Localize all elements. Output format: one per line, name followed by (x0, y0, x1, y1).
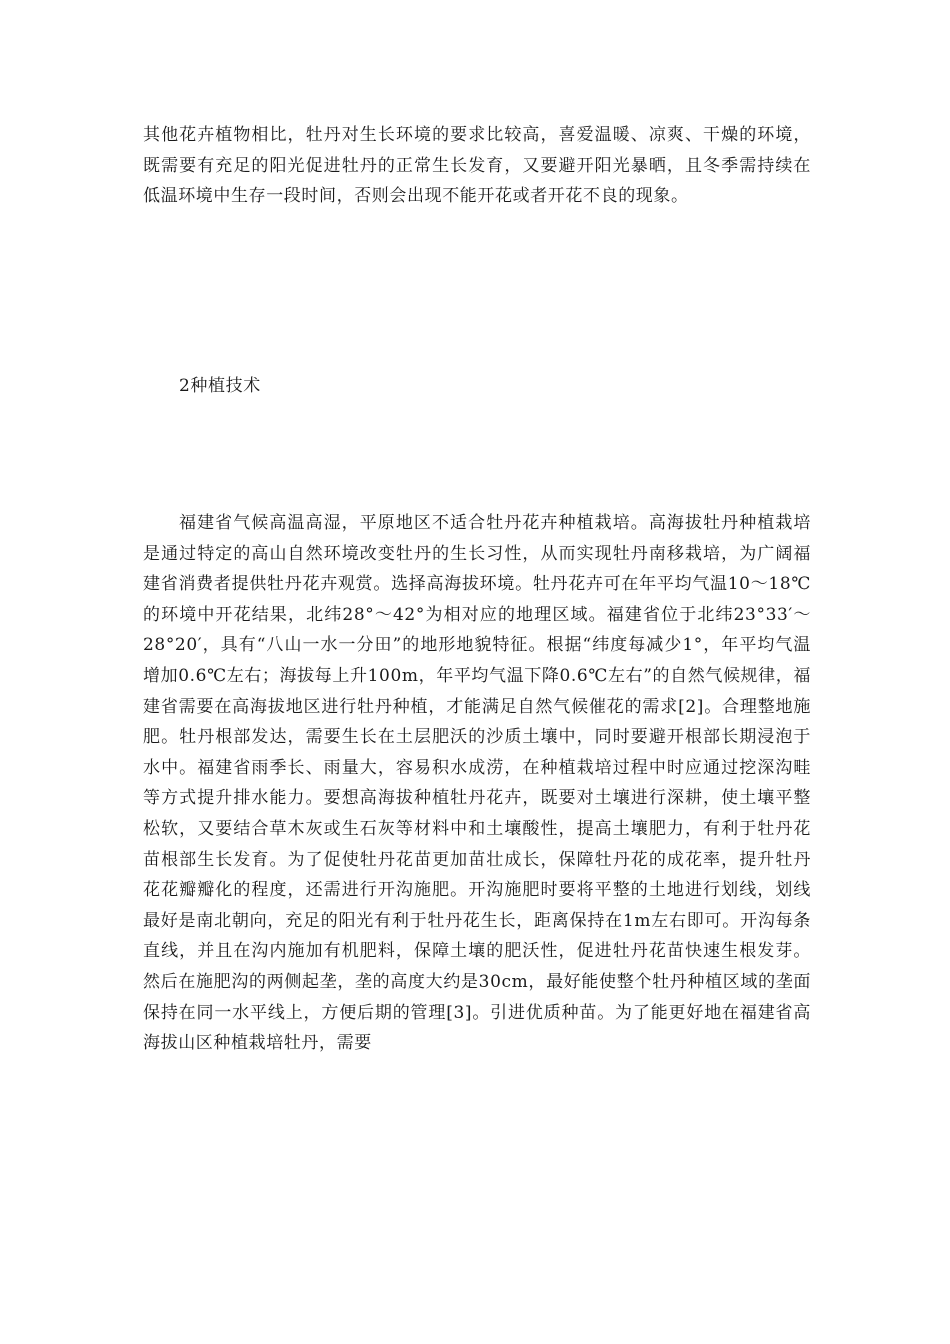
section-heading: 2种植技术 (179, 376, 261, 396)
body-paragraph-intro: 其他花卉植物相比，牡丹对生长环境的要求比较高，喜爱温暖、凉爽、干燥的环境，既需要有充足的阳光促进牡丹的正常生长发育，又要避开阳光暴晒，且冬季需持续在低温环境中生存一段时间，否则会出现不能开花或者开花不良的现象。 (143, 125, 811, 207)
body-paragraph-planting: 福建省气候高温高湿，平原地区不适合牡丹花卉种植栽培。高海拔牡丹种植栽培是通过特定的高山自然环境改变牡丹的生长习性，从而实现牡丹南移栽培，为广阔福建省消费者提供牡丹花卉观赏。选择高海拔环境。牡丹花卉可在年平均气温10～18℃的环境中开花结果，北纬28°～42°为相对应的地理区域。福建省位于北纬23°33′～28°20′，具有“八山一水一分田”的地形地貌特征。根据“纬度每减少1°，年平均气温增加0.6℃左右；海拔每上升100m，年平均气温下降0.6℃左右”的自然气候规律，福建省需要在高海拔地区进行牡丹种植，才能满足自然气候催花的需求[2]。合理整地施肥。牡丹根部发达，需要生长在土层肥沃的沙质土壤中，同时要避开根部长期浸泡于水中。福建省雨季长、雨量大，容易积水成涝，在种植栽培过程中时应通过挖深沟畦等方式提升排水能力。要想高海拔种植牡丹花卉，既要对土壤进行深耕，使土壤平整松软，又要结合草木灰或生石灰等材料中和土壤酸性，提高土壤肥力，有利于牡丹花苗根部生长发育。为了促使牡丹花苗更加苗壮成长，保障牡丹花的成花率，提升牡丹花花瓣瓣化的程度，还需进行开沟施肥。开沟施肥时要将平整的土地进行划线，划线最好是南北朝向，充足的阳光有利于牡丹花生长，距离保持在1m左右即可。开沟每条直线，并且在沟内施加有机肥料，保障土壤的肥沃性，促进牡丹花苗快速生根发芽。然后在施肥沟的两侧起垄，垄的高度大约是30cm，最好能使整个牡丹种植区域的垄面保持在同一水平线上，方便后期的管理[3]。引进优质种苗。为了能更好地在福建省高海拔山区种植栽培牡丹，需要 (143, 513, 812, 1054)
